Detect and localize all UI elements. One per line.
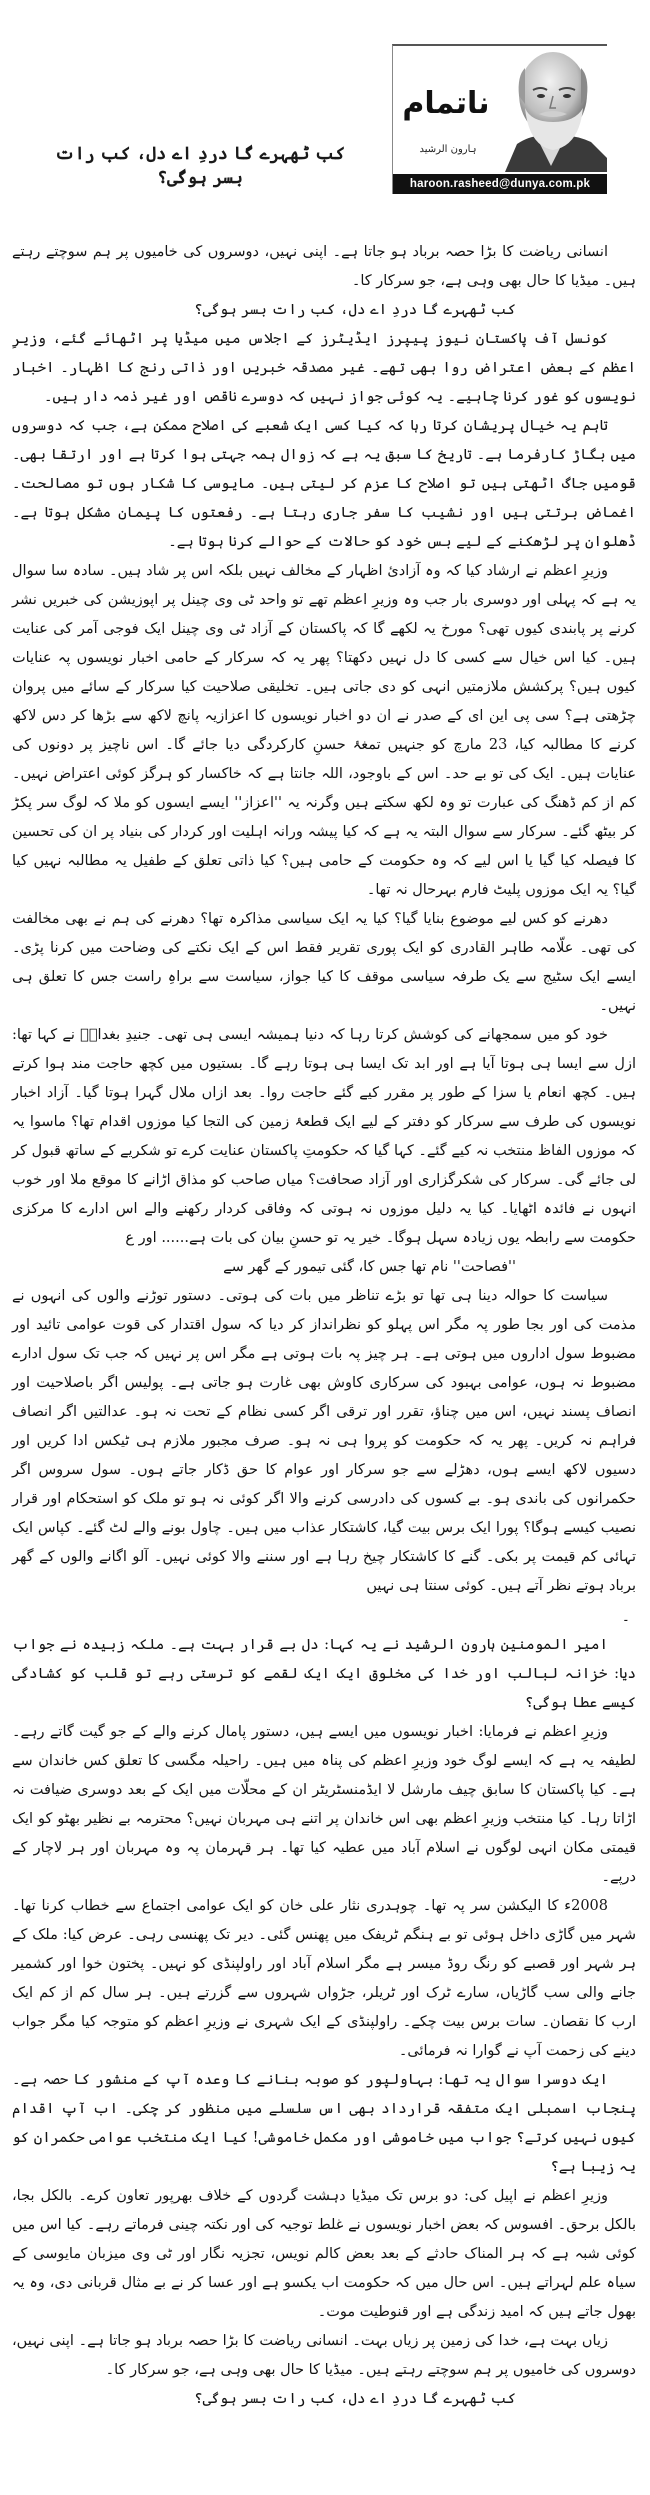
verse-closing: کب ٹھہرے گا دردِ اے دل، کب رات بسر ہوگی؟ [194, 2391, 516, 2407]
author-name: ہارون الرشید [419, 144, 477, 155]
portrait-eye-left [537, 94, 545, 98]
paragraph-haroon-rasheed: امیر المومنین ہارون الرشید نے یہ کہا: دل بے قرار بہت ہے۔ ملکہ زبیدہ نے جواب دیا: خزانہ لبالب اور خدا کی مخلوق ایک ایک لقمے کو ترستی رہے تو قلب کو کشادگی کیسے عطا ہوگی؟ [12, 1637, 636, 1711]
paragraph-civil-institutions: سیاست کا حوالہ دینا ہی تھا تو بڑے تناظر میں بات کی ہوتی۔ دستور توڑنے والوں کی انہوں نے مذمت کی اور بجا طور پہ مگر اس پہلو کو نظرانداز کر دیا کہ سول اقتدار کی قوت عوامی تائید اور مضبوط سول اداروں میں ہوتی ہے۔ ہر چیز پہ بات ہوتی ہے مگر اس پر نہیں کہ جب تک سول ادارے مضبوط نہ ہوں، عوامی بہبود کی سرکاری کاوش بھی غارت ہو جاتی ہے۔ پولیس اگر باصلاحیت اور انصاف پسند نہیں، اس میں چناؤ، تقرر اور ترقی اگر کسی نظام کے تحت نہ ہو۔ عدالتیں اگر انصاف فراہم نہ کریں۔ پھر یہ کہ حکومت کو پروا ہی نہ ہو۔ صرف مجبور ملازم ہی ٹیکس ادا کریں اور دسیوں لاکھ ایسے ہوں، دھڑلے سے جو سرکار اور عوام کا حق ڈکار جاتے ہوں۔ سول سروس اگر حکمرانوں کی باندی ہو۔ بے کسوں کی دادرسی کرنے والا اگر کوئی نہ ہو تو ملک کو استحکام اور قرار نصیب کیسے ہوگا؟ پورا ایک برس بیت گیا، کاشتکار عذاب میں ہیں۔ چاول بونے والے لٹ گئے۔ کپاس ایک تہائی کم قیمت پر بکی۔ گنے کا کاشتکار چیخ رہا ہے اور سننے والا کوئی نہیں۔ آلو اگانے والوں کے گھر برباد ہوتے نظر آتے ہیں۔ کوئی سنتا ہی نہیں [12, 1288, 636, 1594]
section-gap [12, 1601, 636, 1631]
article-headline: کب ٹھہرے گا دردِ اے دل، کب رات بسر ہوگی؟ [54, 144, 346, 188]
paragraph-intro: انسانی ریاضت کا بڑا حصہ برباد ہو جاتا ہے۔ اپنی نہیں، دوسروں کی خامیوں پر ہم سوچتے رہتے ہیں۔ میڈیا کا حال بھی وہی ہے، جو سرکار کا۔ [12, 244, 636, 289]
paragraph-pm-remarks: وزیرِ اعظم نے فرمایا: اخبار نویسوں میں ایسے ہیں، دستور پامال کرنے والے کے جو گیت گاتے رہے۔ لطیفہ یہ ہے کہ ایسے لوگ خود وزیرِ اعظم کی پناہ میں ہیں۔ راحیلہ مگسی کا تعلق کس خاندان سے ہے۔ کیا پاکستان کا سابق چیف مارشل لا ایڈمنسٹریٹر ان کے محلّات میں ایک کے بعد دوسری ضیافت نہ اڑاتا رہا۔ کیا منتخب وزیرِ اعظم بھی اس خاندان پر اتنے ہی مہربان نہیں؟ محترمہ بے نظیر بھٹو کو ایک قیمتی مکان انہی لوگوں نے اسلام آباد میں عطیہ کیا تھا۔ ہر قہرمان پہ وہ مہربان اور ہر لاچار کے درپے۔ [12, 1724, 636, 1885]
paragraph-cpne-meeting: کونسل آف پاکستان نیوز پیپرز ایڈیٹرز کے اجلاس میں میڈیا پر اٹھائے گئے، وزیرِ اعظم کے بعض اعتراض روا بھی تھے۔ غیر مصدقہ خبریں اور ذاتی رنج کا اظہار۔ اخبار نویسوں کو غور کرنا چاہیے۔ یہ کوئی جواز نہیں کہ دوسرے ناقص اور غیر ذمہ دار ہیں۔ [12, 331, 636, 405]
paragraph-conclusion: زیاں بہت ہے، خدا کی زمین پر زیاں بہت۔ انسانی ریاضت کا بڑا حصہ برباد ہو جاتا ہے۔ اپنی نہیں، دوسروں کی خامیوں پر ہم سوچتے رہتے ہیں۔ میڈیا کا حال بھی وہی ہے، جو سرکار کا۔ [12, 2333, 636, 2378]
columnist-portrait-icon [495, 46, 607, 172]
column-header [0, 0, 650, 200]
column-name: ناتمام [402, 86, 490, 121]
columnist-byline-box [392, 44, 607, 194]
paragraph-bahawalpur: ایک دوسرا سوال یہ تھا: بہاولپور کو صوبہ بنانے کا وعدہ آپ کے منشور کا حصہ ہے۔ پنجاب اسمبلی ایک متفقہ قرارداد بھی اس سلسلے میں منظور کر چکی۔ اب آپ اقدام کیوں نہیں کرتے؟ جواب میں خاموشی اور مکمل خاموشی! کیا ایک منتخب عوامی حکمران کو یہ زیبا ہے؟ [12, 2072, 636, 2175]
verse-fasahat: ''فصاحت'' نام تھا جس کا، گئی تیمور کے گھر سے [223, 1259, 516, 1275]
paragraph-dharna: دھرنے کو کس لیے موضوع بنایا گیا؟ کیا یہ ایک سیاسی مذاکرہ تھا؟ دھرنے کی ہم نے بھی مخالفت کی تھی۔ علّامہ طاہر القادری کو ایک پوری تقریر فقط اس کے ایک نکتے کی وضاحت میں کرنا پڑی۔ ایسے ایک سٹیج سے یک طرفہ سیاسی موقف کا کیا جواز، سیاست سے براہِ راست جس کا تعلق ہی نہیں۔ [12, 911, 636, 1014]
paragraph-junaid-baghdadi: خود کو میں سمجھانے کی کوشش کرتا رہا کہ دنیا ہمیشہ ایسی ہی تھی۔ جنیدِ بغدادؒ نے کہا تھا: ازل سے ایسا ہی ہوتا آیا ہے اور ابد تک ایسا ہی ہوتا رہے گا۔ بستیوں میں کچھ حاجت مند ہوا کرتے ہیں۔ کچھ انعام یا سزا کے طور پر مقرر کیے گئے حاجت روا۔ بعد ازاں ملال گہرا ہوتا گیا۔ آزاد اخبار نویسوں کی طرف سے سرکار کو دفتر کے لیے ایک قطعۂ زمین کی التجا کیا موزوں اقدام تھا؟ ماسوا یہ کہ موزوں الفاظ منتخب نہ کیے گئے۔ کہا گیا کہ حکومتِ پاکستان عنایت کرے تو شکریے کے ساتھ قبول کر لی جائے گی۔ سرکار کی شکرگزاری اور آزاد صحافت؟ میاں صاحب کو مذاق اڑانے کا موقع ملا اور خوب انہوں نے فائدہ اٹھایا۔ کیا یہ دلیل موزوں نہ ہوتی کہ وفاقی کردار رکھنے والے اس ادارے کا مرکزی حکومت سے رابطہ یوں زیادہ سہل ہوگا۔ خیر یہ تو حسنِ بیان کی بات ہے...... اور ع [12, 1027, 636, 1246]
paragraph-election-2008: 2008ء کا الیکشن سر پہ تھا۔ چوہدری نثار علی خان کو ایک عوامی اجتماع سے خطاب کرنا تھا۔ شہر میں گاڑی داخل ہوئی تو بے ہنگم ٹریفک میں پھنس گئی۔ دیر تک پھنسی رہی۔ عرض کیا: ملک کے ہر شہر اور قصبے کو رنگ روڈ میسر ہے مگر اسلام آباد اور راولپنڈی کو نہیں۔ پختون خوا اور کشمیر جانے والی سب گاڑیاں، سارے ٹرک اور ٹریلر، جڑواں شہروں سے گزرتے ہیں۔ ہر سال کم از کم ایک ارب کا نقصان۔ سات برس بیت چکے۔ راولپنڈی کے ایک شہری نے وزیرِ اعظم کو متوجہ کیا مگر جواب دینے کی زحمت آپ نے گوارا نہ فرمائی۔ [12, 1898, 636, 2059]
paragraph-pm-appeal: وزیرِ اعظم نے اپیل کی: دو برس تک میڈیا دہشت گردوں کے خلاف بھرپور تعاون کرے۔ بالکل بجا، بالکل برحق۔ افسوس کہ بعض اخبار نویسوں نے غلط توجیہ کی اور نکتہ چینی فرماتے رہے۔ کیا اس میں کوئی شبہ ہے کہ ہر المناک حادثے کے بعد بعض کالم نویس، تجزیہ نگار اور ٹی وی میزبان مایوسی کے سیاہ علم لہراتے ہیں۔ اس حال میں کہ حکومت اب یکسو ہے اور عسا کر نے بے مثال قربانی دی، وہ یہ بھول جاتے ہیں کہ امید زندگی ہے اور قنوطیت موت۔ [12, 2188, 636, 2320]
paragraph-reform: تاہم یہ خیال پریشان کرتا رہا کہ کیا کسی ایک شعبے کی اصلاح ممکن ہے، جب کہ دوسروں میں بگاڑ کارفرما ہے۔ تاریخ کا سبق یہ ہے کہ زوال ہمہ جہتی ہوا کرتا ہے اور ارتقا بھی۔ قومیں جاگ اٹھتی ہیں تو اصلاح کا عزم کر لیتی ہیں۔ مایوسی کا شکار ہوں تو مصالحت۔ اغماض برتتی ہیں اور نشیب کا سفر جاری رہتا ہے۔ رفعتوں کا پیمان مشکل ہوتا ہے۔ ڈھلوان پر لڑھکنے کے لیے بس خود کو حالات کے حوالے کرنا ہوتا ہے۔ [12, 418, 636, 550]
stray-mark: ۔ [621, 1609, 630, 1625]
verse-line: کب ٹھہرے گا دردِ اے دل، کب رات بسر ہوگی؟ [194, 302, 516, 318]
article-body [12, 238, 636, 2414]
paragraph-press-freedom: وزیرِ اعظم نے ارشاد کیا کہ وہ آزادیٔ اظہار کے مخالف نہیں بلکہ اس پر شاد ہیں۔ سادہ سا سوال یہ ہے کہ پہلی اور دوسری بار جب وہ وزیرِ اعظم تھے تو واحد ٹی وی چینل پر اپوزیشن کی خبریں نشر کرنے پر پابندی کیوں تھی؟ مورخ یہ لکھے گا کہ پاکستان کے آزاد ٹی وی چینل ایک فوجی آمر کی عنایت ہیں۔ کیا اس خیال سے کسی کا دل نہیں دکھتا؟ پھر یہ کہ سرکار کے حامی اخبار نویسوں پہ عنایات کیوں ہیں؟ پرکشش ملازمتیں انہی کو دی جاتی ہیں۔ تخلیقی صلاحیت کیا سرکار کے سائے میں پروان چڑھتی ہے؟ سی پی این ای کے صدر نے ان دو اخبار نویسوں کا اعزازیہ پانچ لاکھ سے بڑھا کر دس لاکھ کرنے کا مطالبہ کیا، 23 مارچ کو جنہیں تمغۂ حسنِ کارکردگی دیا جائے گا۔ اس ناچیز پر دونوں کی عنایات ہیں۔ ایک کی تو بے حد۔ اس کے باوجود، اللہ جانتا ہے کہ خاکسار کو ہرگز کوئی اعتراض نہیں۔ کم از کم ڈھنگ کی عبارت تو وہ لکھ سکتے ہیں وگرنہ یہ ''اعزاز'' ایسے ایسوں کو ملا کہ لوگ سر پکڑ کر بیٹھ گئے۔ سرکار سے سوال البتہ یہ ہے کہ کیا پیشہ ورانہ اہلیت اور کردار کی بنیاد پر ان کی تحسین کا فیصلہ کیا گیا یا اس لیے کہ وہ حکومت کے حامی ہیں؟ کیا ذاتی تعلق کے طفیل یہ مطالبہ نہیں کیا گیا؟ یہ ایک موزوں پلیٹ فارم بہرحال نہ تھا۔ [12, 563, 636, 898]
author-email: haroon.rasheed@dunya.com.pk [393, 174, 607, 194]
portrait-eye-right [563, 94, 571, 98]
